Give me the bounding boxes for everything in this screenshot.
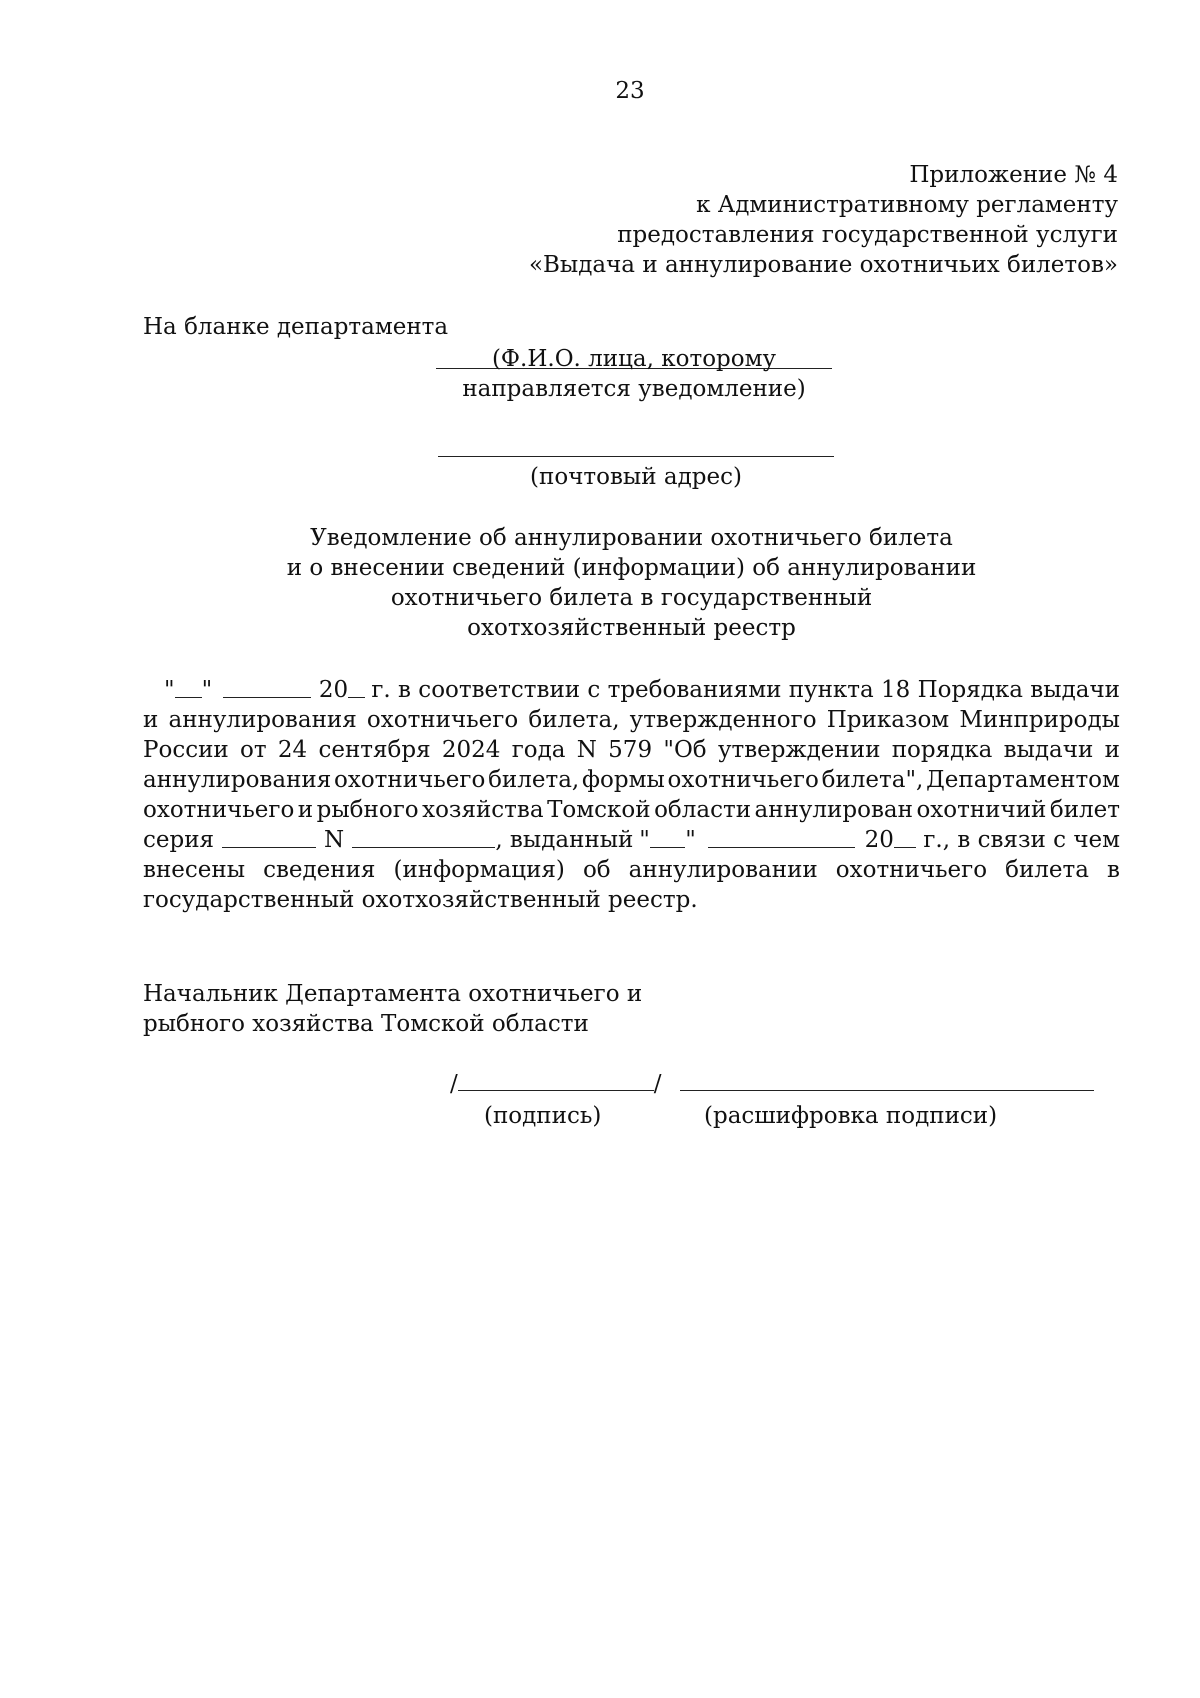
body-line-3: России от 24 сентября 2024 года N 579 "Об утверждении порядка выдачи и	[143, 737, 1120, 763]
notice-title	[143, 523, 1120, 643]
body-line-6: серия N , выданный " " 20 г., в связи с чем	[143, 827, 1121, 853]
appendix-line: к Административному регламенту	[696, 192, 1118, 218]
title-line: Уведомление об аннулировании охотничьего билета	[310, 525, 953, 551]
signature-decoding-caption: (расшифровка подписи)	[704, 1103, 998, 1129]
signer-block	[143, 979, 743, 1039]
appendix-line: «Выдача и аннулирование охотничьих билетов»	[528, 252, 1118, 278]
page-number: 23	[615, 78, 645, 104]
title-line: охотничьего билета в государственный	[390, 585, 873, 611]
address-blank	[438, 456, 834, 457]
series-blank	[222, 825, 316, 848]
issue-day-blank	[650, 825, 685, 848]
signer-line: Начальник Департамента охотничьего и	[143, 981, 643, 1007]
issue-month-blank	[708, 825, 855, 848]
appendix-line: Приложение № 4	[909, 162, 1118, 188]
day-blank	[175, 675, 202, 698]
signer-line: рыбного хозяйства Томской области	[143, 1011, 589, 1037]
caption-line: (Ф.И.О. лица, которому	[491, 346, 777, 372]
month-blank	[223, 675, 312, 698]
appendix-line: предоставления государственной услуги	[617, 222, 1118, 248]
title-line: охотхозяйственный реестр	[467, 615, 796, 641]
signature-caption: (подпись)	[484, 1103, 602, 1129]
notice-body	[143, 675, 1120, 915]
body-line-1: " " 20 г. в соответствии с требованиями пункта 18 Порядка выдачи	[164, 677, 1120, 703]
body-line-2: и аннулирования охотничьего билета, утвержденного Приказом Минприроды	[143, 707, 1120, 733]
body-line-8: государственный охотхозяйственный реестр.	[143, 887, 698, 913]
recipient-name-caption	[436, 344, 832, 404]
body-line-5: охотничьего и рыбного хозяйства Томской области аннулирован охотничий билет	[143, 797, 1120, 823]
body-line-7: внесены сведения (информация) об аннулировании охотничьего билета в	[143, 857, 1120, 883]
title-line: и о внесении сведений (информации) об аннулировании	[286, 555, 977, 581]
caption-line: направляется уведомление)	[462, 376, 806, 402]
blank-label: На бланке департамента	[143, 314, 449, 340]
issue-year-blank	[894, 825, 916, 848]
body-line-4: аннулирования охотничьего билета, формы охотничьего билета", Департаментом	[143, 767, 1120, 793]
signature-blank	[458, 1068, 654, 1091]
year-blank	[348, 675, 365, 698]
address-caption: (почтовый адрес)	[530, 464, 742, 490]
signature-lines: / /	[450, 1068, 1094, 1099]
appendix-header	[498, 160, 1118, 280]
number-blank	[352, 825, 495, 848]
signature-decoding-blank	[680, 1068, 1094, 1091]
